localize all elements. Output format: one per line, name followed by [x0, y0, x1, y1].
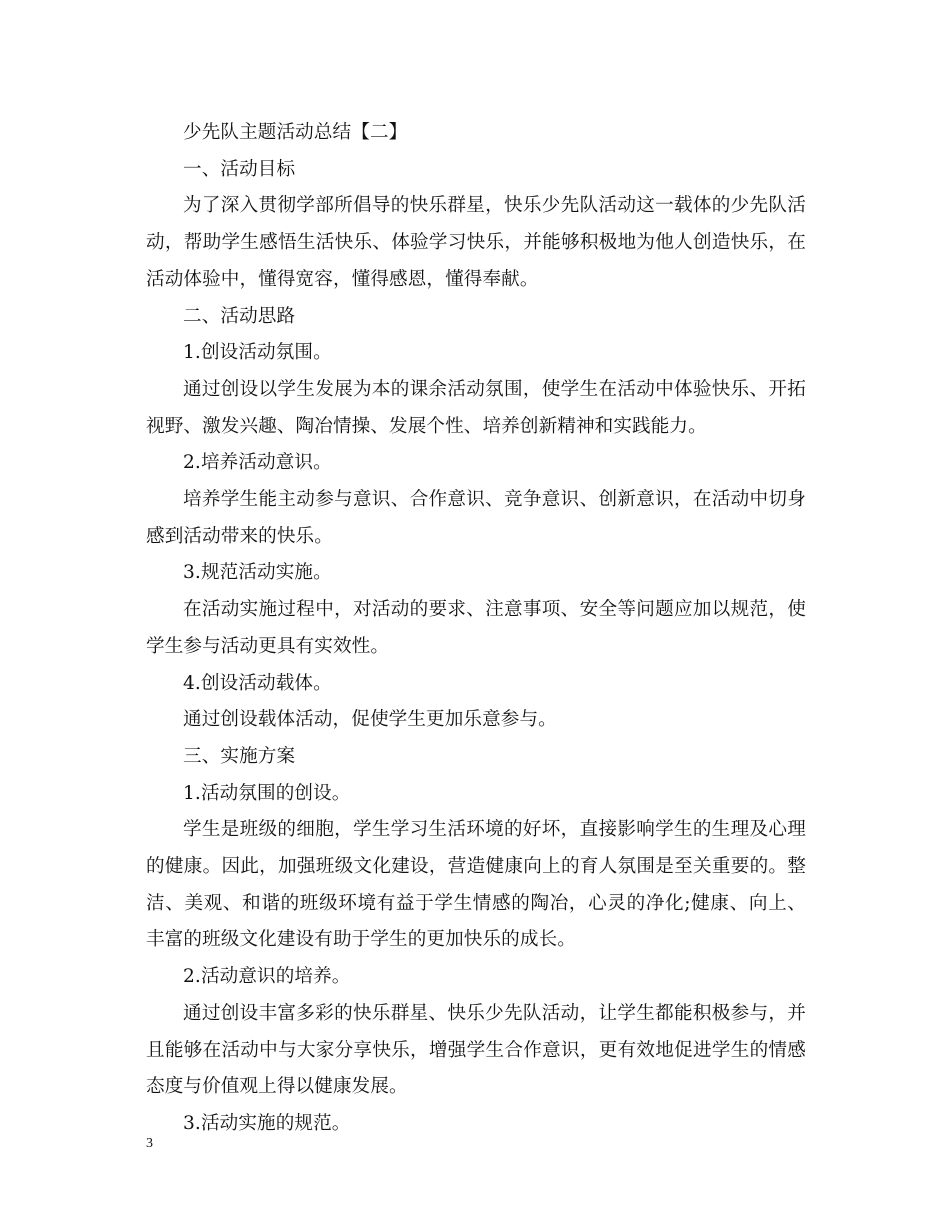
item-implementation-standards: 3.活动实施的规范。 — [183, 1112, 351, 1134]
document-body — [146, 115, 806, 1143]
paragraph-create-atmosphere: 通过创设以学生发展为本的课余活动氛围，使学生在活动中体验快乐、开拓视野、激发兴趣、陶冶情操、发展个性、培养创新精神和实践能力。 — [146, 378, 806, 437]
section-title: 少先队主题活动总结【二】 — [183, 122, 408, 143]
heading-activity-goals: 一、活动目标 — [183, 158, 296, 180]
item-awareness-cultivation: 2.活动意识的培养。 — [183, 966, 351, 988]
item-atmosphere-creation: 1.活动氛围的创设。 — [183, 782, 351, 804]
page-number: 3 — [146, 1136, 153, 1151]
paragraph-goals: 为了深入贯彻学部所倡导的快乐群星，快乐少先队活动这一载体的少先队活动，帮助学生感悟生活快乐、体验学习快乐，并能够积极地为他人创造快乐，在活动体验中，懂得宽容，懂得感恩，懂得奉献。 — [146, 195, 806, 290]
heading-activity-ideas: 二、活动思路 — [183, 305, 296, 327]
item-cultivate-awareness: 2.培养活动意识。 — [183, 452, 332, 474]
item-create-atmosphere: 1.创设活动氛围。 — [183, 342, 332, 364]
paragraph-atmosphere-creation: 学生是班级的细胞，学生学习生活环境的好坏，直接影响学生的生理及心理的健康。因此，加强班级文化建设，营造健康向上的育人氛围是至关重要的。整洁、美观、和谐的班级环境有益于学生情感的陶冶，心灵的净化;健康、向上、丰富的班级文化建设有助于学生的更加快乐的成长。 — [146, 819, 806, 951]
paragraph-awareness-cultivation: 通过创设丰富多彩的快乐群星、快乐少先队活动，让学生都能积极参与，并且能够在活动中与大家分享快乐，增强学生合作意识，更有效地促进学生的情感态度与价值观上得以健康发展。 — [146, 1002, 806, 1098]
item-create-carrier: 4.创设活动载体。 — [183, 672, 332, 694]
paragraph-standardize-implementation: 在活动实施过程中，对活动的要求、注意事项、安全等问题应加以规范，使学生参与活动更具有实效性。 — [146, 599, 806, 657]
paragraph-create-carrier: 通过创设载体活动，促使学生更加乐意参与。 — [183, 709, 557, 731]
heading-implementation-plan: 三、实施方案 — [183, 745, 296, 767]
item-standardize-implementation: 3.规范活动实施。 — [183, 562, 332, 584]
paragraph-cultivate-awareness: 培养学生能主动参与意识、合作意识、竞争意识、创新意识，在活动中切身感到活动带来的快乐。 — [146, 489, 806, 547]
